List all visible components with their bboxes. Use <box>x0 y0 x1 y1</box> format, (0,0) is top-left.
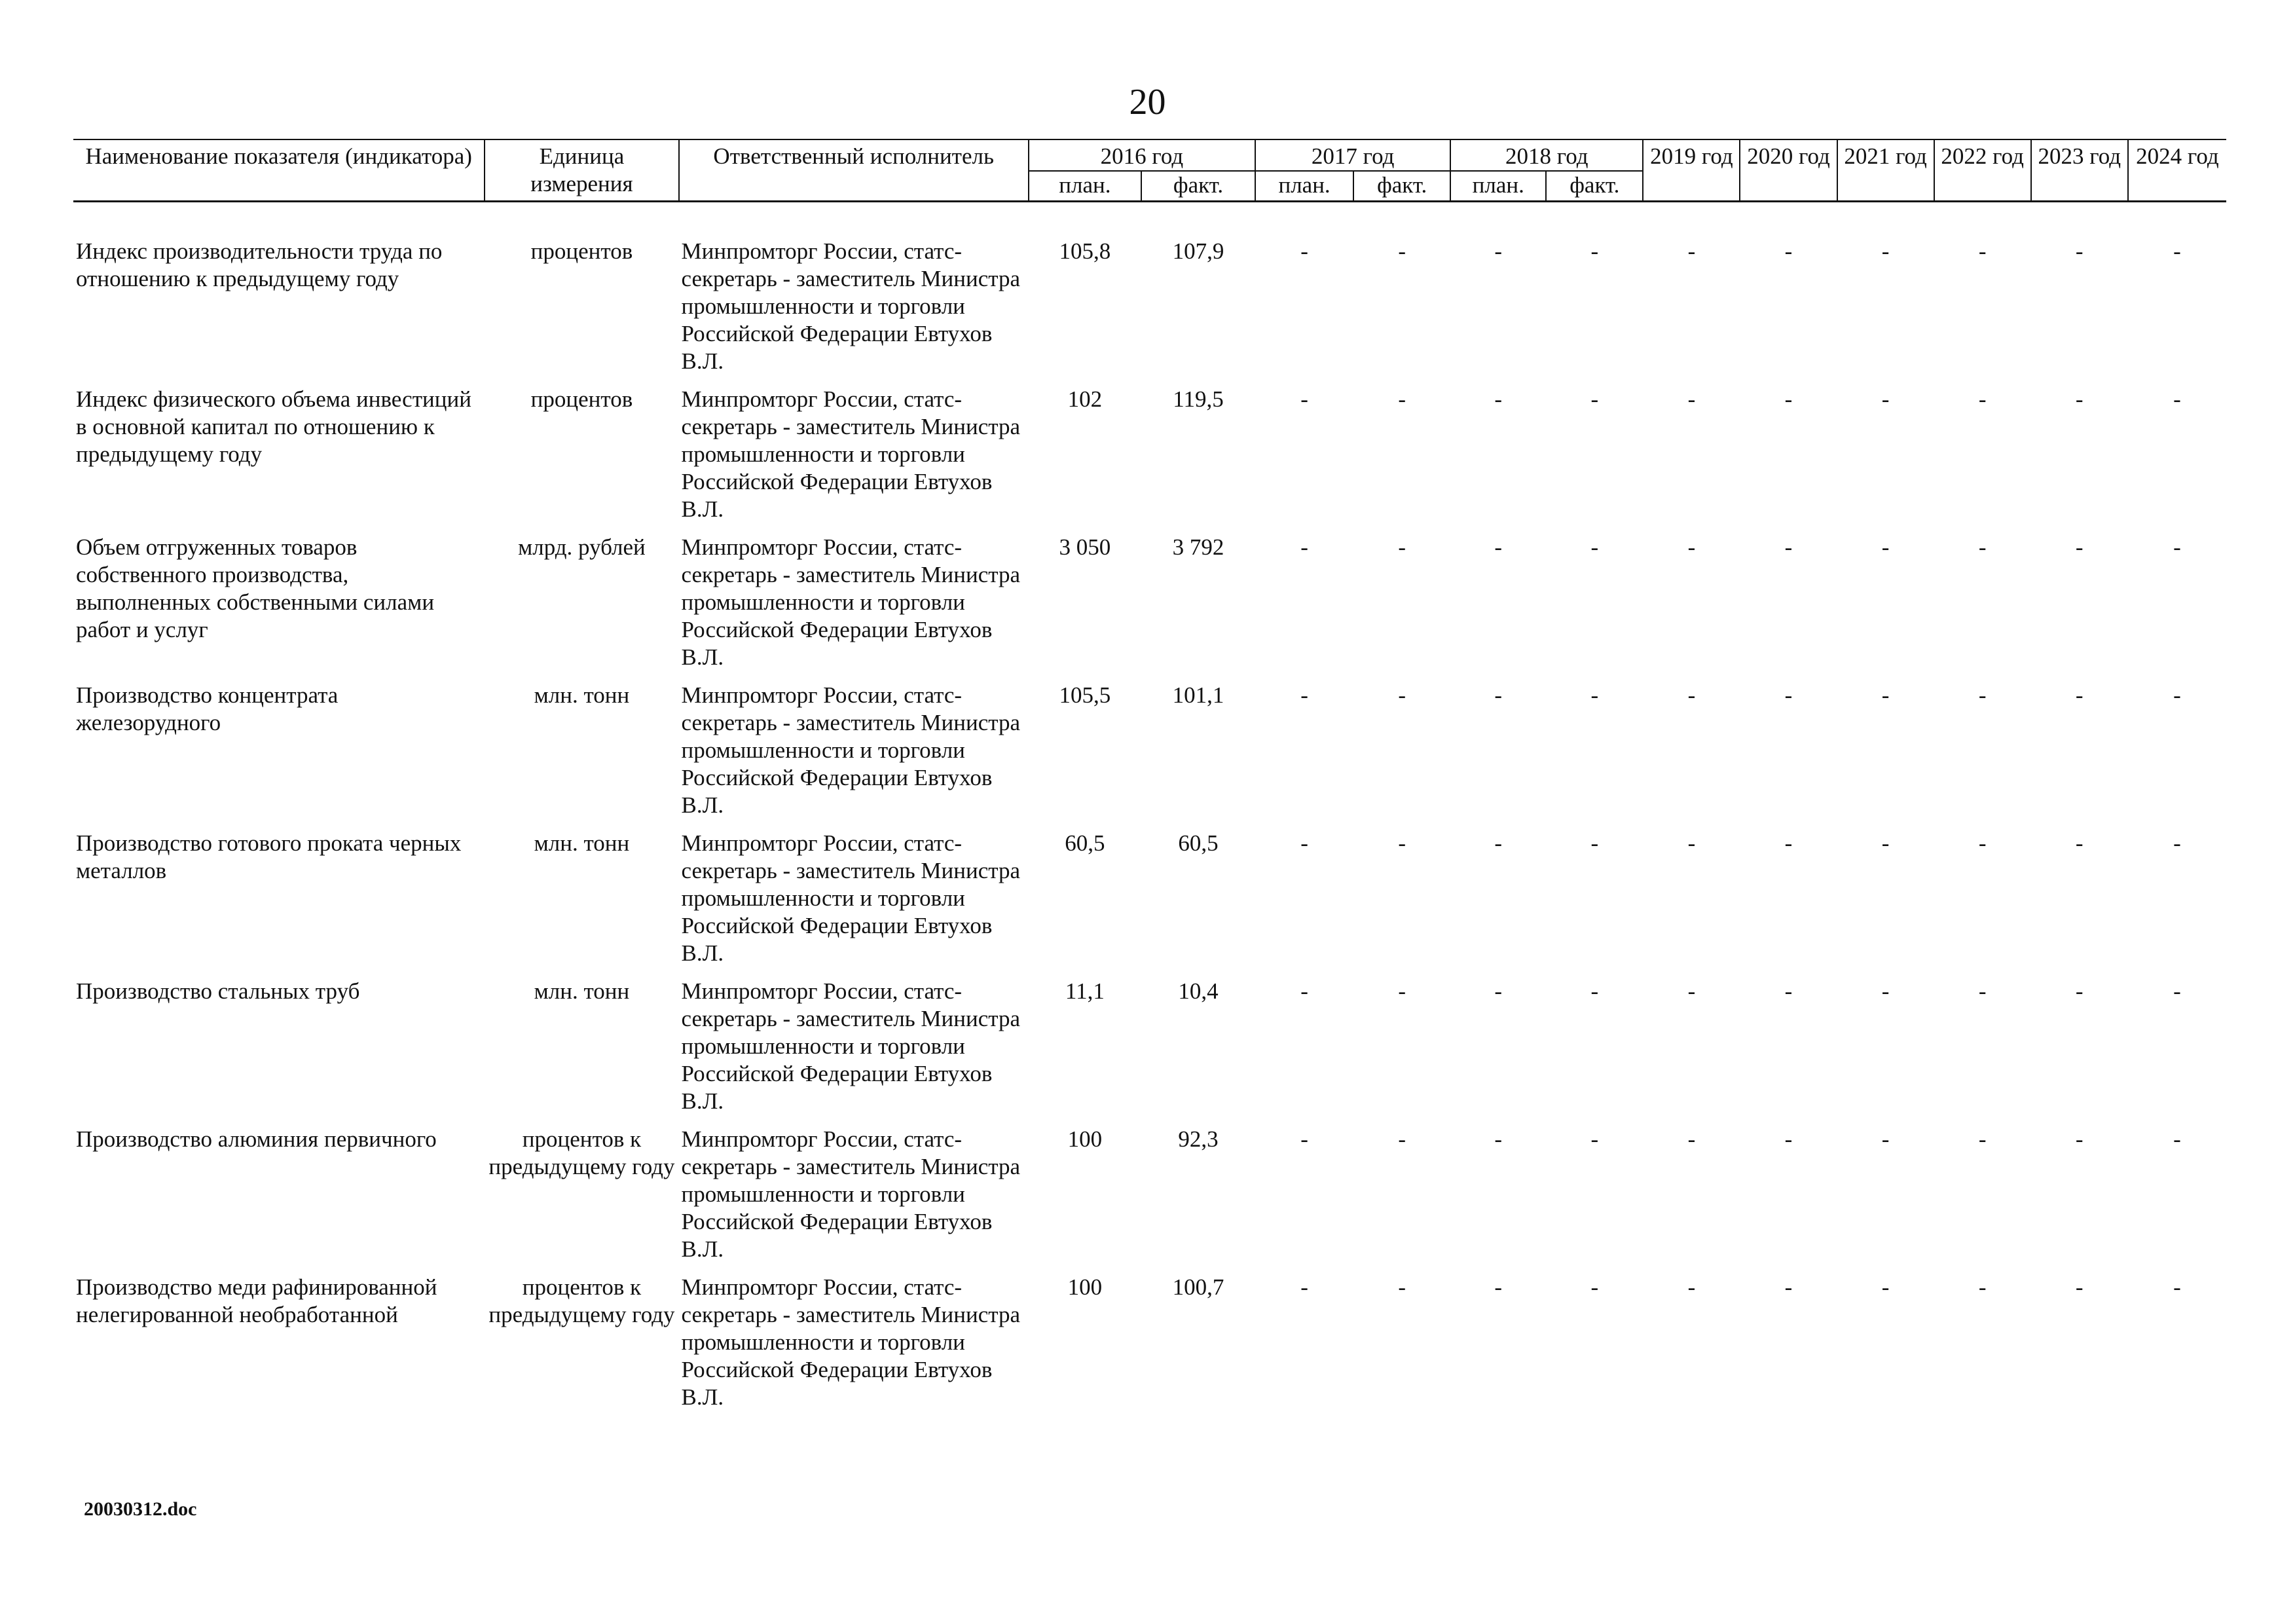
year-2023-dash: - <box>2075 682 2084 708</box>
plan-2016: 3 050 <box>1059 534 1111 560</box>
responsible: Минпромторг России, статс-секретарь - заместитель Министра промышленности и торговли Российской Федерации Евтухов В.Л. <box>681 978 1021 1114</box>
unit: процентов к предыдущему году <box>488 1126 675 1179</box>
year-2023-dash: - <box>2075 978 2084 1004</box>
table-row <box>73 978 2226 1126</box>
plan-2018-dash: - <box>1494 1274 1503 1300</box>
fact-2016: 107,9 <box>1172 238 1224 264</box>
indicator-name: Индекс физического объема инвестиций в основной капитал по отношению к предыдущему году <box>76 386 471 467</box>
year-2024-dash: - <box>2173 1274 2181 1300</box>
fact-2017-dash: - <box>1398 1126 1406 1152</box>
fact-2016: 60,5 <box>1178 830 1219 856</box>
header-2017-plan: план. <box>1255 171 1353 202</box>
year-2024-dash: - <box>2173 1126 2181 1152</box>
year-2020-dash: - <box>1784 534 1793 560</box>
fact-2017-dash: - <box>1398 682 1406 708</box>
header-unit: Единица измерения <box>485 139 678 202</box>
year-2024-dash: - <box>2173 978 2181 1004</box>
responsible: Минпромторг России, статс-секретарь - заместитель Министра промышленности и торговли Российской Федерации Евтухов В.Л. <box>681 830 1021 966</box>
header-year-2019: 2019 год <box>1643 139 1740 202</box>
year-2022-dash: - <box>1978 830 1987 856</box>
fact-2017-dash: - <box>1398 1274 1406 1300</box>
plan-2017-dash: - <box>1300 1126 1308 1152</box>
header-year-2021: 2021 год <box>1837 139 1934 202</box>
unit: процентов <box>530 386 633 412</box>
header-year-2023: 2023 год <box>2031 139 2128 202</box>
year-2021-dash: - <box>1881 978 1890 1004</box>
year-2020-dash: - <box>1784 682 1793 708</box>
header-2018-plan: план. <box>1450 171 1546 202</box>
year-2019-dash: - <box>1687 386 1696 412</box>
table-header <box>73 139 2226 202</box>
responsible: Минпромторг России, статс-секретарь - заместитель Министра промышленности и торговли Российской Федерации Евтухов В.Л. <box>681 682 1021 818</box>
year-2024-dash: - <box>2173 386 2181 412</box>
year-2019-dash: - <box>1687 1126 1696 1152</box>
year-2022-dash: - <box>1978 978 1987 1004</box>
table-row <box>73 238 2226 386</box>
year-2023-dash: - <box>2075 830 2084 856</box>
header-2016-plan: план. <box>1029 171 1141 202</box>
responsible: Минпромторг России, статс-секретарь - заместитель Министра промышленности и торговли Российской Федерации Евтухов В.Л. <box>681 238 1021 374</box>
responsible: Минпромторг России, статс-секретарь - заместитель Министра промышленности и торговли Российской Федерации Евтухов В.Л. <box>681 386 1021 522</box>
year-2021-dash: - <box>1881 830 1890 856</box>
year-2019-dash: - <box>1687 978 1696 1004</box>
year-2024-dash: - <box>2173 238 2181 264</box>
year-2019-dash: - <box>1687 1274 1696 1300</box>
year-2022-dash: - <box>1978 682 1987 708</box>
year-2022-dash: - <box>1978 386 1987 412</box>
page-number: 20 <box>1129 82 1166 122</box>
header-year-2017: 2017 год <box>1255 139 1450 171</box>
year-2020-dash: - <box>1784 830 1793 856</box>
year-2023-dash: - <box>2075 386 2084 412</box>
responsible: Минпромторг России, статс-секретарь - заместитель Министра промышленности и торговли Российской Федерации Евтухов В.Л. <box>681 534 1021 670</box>
indicator-name: Производство меди рафинированной нелегированной необработанной <box>76 1274 437 1327</box>
fact-2018-dash: - <box>1590 386 1599 412</box>
header-year-2024: 2024 год <box>2128 139 2226 202</box>
plan-2017-dash: - <box>1300 534 1308 560</box>
header-2017-fact: факт. <box>1353 171 1450 202</box>
year-2021-dash: - <box>1881 238 1890 264</box>
fact-2018-dash: - <box>1590 830 1599 856</box>
table-row <box>73 386 2226 534</box>
year-2019-dash: - <box>1687 830 1696 856</box>
indicator-name: Производство стальных труб <box>76 978 360 1004</box>
fact-2016: 3 792 <box>1172 534 1224 560</box>
unit: млрд. рублей <box>518 534 646 560</box>
year-2024-dash: - <box>2173 830 2181 856</box>
indicator-name: Объем отгруженных товаров собственного производства, выполненных собственными силами работ и услуг <box>76 534 435 642</box>
indicator-name: Производство готового проката черных металлов <box>76 830 462 883</box>
year-2019-dash: - <box>1687 238 1696 264</box>
header-2018-fact: факт. <box>1546 171 1643 202</box>
indicator-name: Производство алюминия первичного <box>76 1126 437 1152</box>
table-row <box>73 534 2226 682</box>
fact-2018-dash: - <box>1590 238 1599 264</box>
unit: процентов к предыдущему году <box>488 1274 675 1327</box>
year-2020-dash: - <box>1784 978 1793 1004</box>
header-year-2018: 2018 год <box>1450 139 1643 171</box>
year-2021-dash: - <box>1881 1274 1890 1300</box>
year-2022-dash: - <box>1978 1126 1987 1152</box>
plan-2016: 105,5 <box>1059 682 1111 708</box>
plan-2018-dash: - <box>1494 682 1503 708</box>
year-2022-dash: - <box>1978 534 1987 560</box>
unit: млн. тонн <box>534 830 630 856</box>
year-2023-dash: - <box>2075 534 2084 560</box>
table-row <box>73 830 2226 978</box>
unit: млн. тонн <box>534 978 630 1004</box>
year-2020-dash: - <box>1784 1126 1793 1152</box>
year-2023-dash: - <box>2075 1274 2084 1300</box>
plan-2016: 105,8 <box>1059 238 1111 264</box>
unit: процентов <box>530 238 633 264</box>
fact-2018-dash: - <box>1590 534 1599 560</box>
year-2024-dash: - <box>2173 682 2181 708</box>
header-year-2020: 2020 год <box>1740 139 1837 202</box>
header-year-2022: 2022 год <box>1934 139 2031 202</box>
plan-2018-dash: - <box>1494 534 1503 560</box>
year-2019-dash: - <box>1687 682 1696 708</box>
responsible: Минпромторг России, статс-секретарь - заместитель Министра промышленности и торговли Российской Федерации Евтухов В.Л. <box>681 1126 1021 1262</box>
fact-2016: 100,7 <box>1172 1274 1224 1300</box>
plan-2016: 102 <box>1067 386 1103 412</box>
year-2021-dash: - <box>1881 386 1890 412</box>
fact-2016: 119,5 <box>1173 386 1224 412</box>
fact-2017-dash: - <box>1398 534 1406 560</box>
indicators-table <box>73 139 2226 1422</box>
fact-2018-dash: - <box>1590 682 1599 708</box>
year-2023-dash: - <box>2075 1126 2084 1152</box>
plan-2016: 60,5 <box>1065 830 1105 856</box>
fact-2016: 101,1 <box>1172 682 1224 708</box>
header-2016-fact: факт. <box>1141 171 1255 202</box>
fact-2016: 92,3 <box>1178 1126 1219 1152</box>
fact-2018-dash: - <box>1590 1126 1599 1152</box>
plan-2018-dash: - <box>1494 1126 1503 1152</box>
year-2021-dash: - <box>1881 534 1890 560</box>
plan-2017-dash: - <box>1300 682 1308 708</box>
plan-2016: 100 <box>1067 1126 1103 1152</box>
year-2021-dash: - <box>1881 682 1890 708</box>
plan-2017-dash: - <box>1300 978 1308 1004</box>
year-2023-dash: - <box>2075 238 2084 264</box>
year-2022-dash: - <box>1978 238 1987 264</box>
plan-2018-dash: - <box>1494 386 1503 412</box>
year-2024-dash: - <box>2173 534 2181 560</box>
table-body <box>73 238 2226 1422</box>
unit: млн. тонн <box>534 682 630 708</box>
year-2022-dash: - <box>1978 1274 1987 1300</box>
fact-2018-dash: - <box>1590 1274 1599 1300</box>
year-2020-dash: - <box>1784 1274 1793 1300</box>
indicator-name: Производство концентрата железорудного <box>76 682 339 735</box>
document-filename: 20030312.doc <box>84 1498 197 1520</box>
plan-2018-dash: - <box>1494 978 1503 1004</box>
plan-2018-dash: - <box>1494 238 1503 264</box>
header-indicator-name: Наименование показателя (индикатора) <box>73 139 485 202</box>
plan-2017-dash: - <box>1300 386 1308 412</box>
year-2019-dash: - <box>1687 534 1696 560</box>
fact-2017-dash: - <box>1398 978 1406 1004</box>
plan-2017-dash: - <box>1300 830 1308 856</box>
fact-2017-dash: - <box>1398 830 1406 856</box>
year-2021-dash: - <box>1881 1126 1890 1152</box>
year-2020-dash: - <box>1784 238 1793 264</box>
plan-2016: 100 <box>1067 1274 1103 1300</box>
plan-2018-dash: - <box>1494 830 1503 856</box>
indicator-name: Индекс производительности труда по отношению к предыдущему году <box>76 238 443 291</box>
plan-2016: 11,1 <box>1065 978 1105 1004</box>
table-row <box>73 1274 2226 1422</box>
responsible: Минпромторг России, статс-секретарь - заместитель Министра промышленности и торговли Российской Федерации Евтухов В.Л. <box>681 1274 1021 1410</box>
table-row <box>73 1126 2226 1274</box>
plan-2017-dash: - <box>1300 1274 1308 1300</box>
fact-2016: 10,4 <box>1178 978 1219 1004</box>
plan-2017-dash: - <box>1300 238 1308 264</box>
fact-2018-dash: - <box>1590 978 1599 1004</box>
fact-2017-dash: - <box>1398 386 1406 412</box>
header-year-2016: 2016 год <box>1029 139 1255 171</box>
year-2020-dash: - <box>1784 386 1793 412</box>
fact-2017-dash: - <box>1398 238 1406 264</box>
header-responsible: Ответственный исполнитель <box>679 139 1029 202</box>
table-row <box>73 682 2226 830</box>
